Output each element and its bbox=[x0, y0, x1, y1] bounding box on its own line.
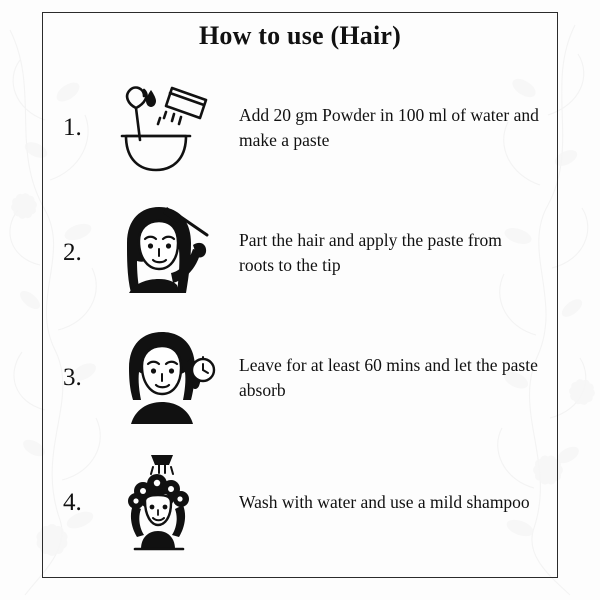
step-illustration bbox=[103, 78, 221, 178]
woman-waiting-clock-icon bbox=[107, 328, 217, 428]
mixing-bowl-powder-icon bbox=[110, 78, 214, 178]
list-item bbox=[43, 65, 557, 190]
step-text: Add 20 gm Powder in 100 ml of water and make a paste bbox=[239, 104, 539, 150]
step-number: 2. bbox=[63, 238, 82, 266]
woman-washing-hair-shower-icon bbox=[107, 451, 217, 555]
step-number: 4. bbox=[63, 488, 82, 516]
page-title: How to use (Hair) bbox=[199, 21, 401, 50]
list-item bbox=[43, 190, 557, 315]
step-text: Wash with water and use a mild shampoo bbox=[239, 492, 530, 513]
instructions-card bbox=[42, 12, 558, 578]
step-number: 3. bbox=[63, 363, 82, 391]
step-illustration bbox=[103, 328, 221, 428]
step-text: Part the hair and apply the paste from roots to the tip bbox=[239, 229, 502, 275]
list-item bbox=[43, 440, 557, 565]
woman-applying-paste-brush-icon bbox=[107, 201, 217, 305]
steps-list bbox=[43, 65, 557, 565]
step-number: 1. bbox=[63, 113, 82, 141]
step-text: Leave for at least 60 mins and let the paste absorb bbox=[239, 354, 538, 400]
list-item bbox=[43, 315, 557, 440]
step-illustration bbox=[103, 451, 221, 555]
step-illustration bbox=[103, 201, 221, 305]
